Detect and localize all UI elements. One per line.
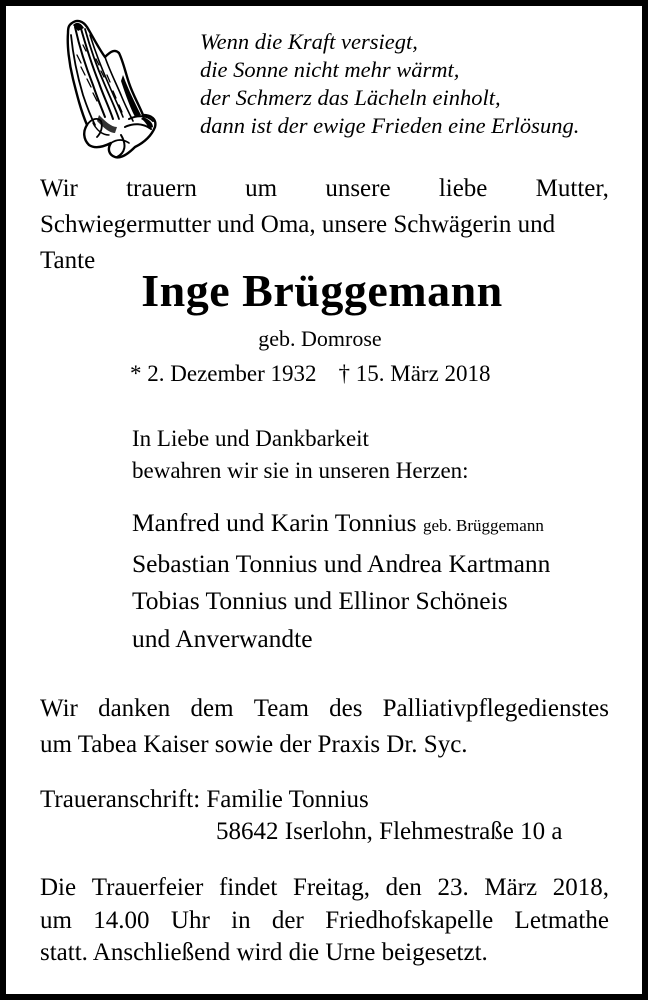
maiden-name: geb. Domrose: [258, 326, 382, 351]
mourner-names: Manfred und Karin Tonnius: [132, 508, 417, 537]
word: um: [245, 175, 278, 202]
word: dem: [190, 695, 234, 722]
poem-line: dann ist der ewige Frieden eine Erlösung.: [200, 113, 580, 138]
birth-date: * 2. Dezember 1932: [130, 361, 317, 386]
service-line: [40, 872, 609, 905]
address-street: 58642 Iserlohn, Flehmestraße 10 a: [216, 818, 563, 845]
word: um: [40, 906, 72, 934]
word: in: [231, 906, 251, 934]
word: März: [484, 874, 538, 901]
word: Freitag,: [292, 874, 371, 901]
service-line: statt. Anschließend wird die Urne beigesetzt.: [40, 939, 488, 966]
address-recipient: Familie Tonnius: [206, 786, 369, 813]
word: den: [385, 874, 422, 901]
remembrance-line: bewahren wir sie in unseren Herzen:: [132, 458, 469, 483]
intro-text: [40, 171, 609, 279]
intro-line: [40, 171, 609, 207]
word: Wir: [40, 175, 78, 202]
word: 14.00: [93, 906, 150, 934]
funeral-service-info: [40, 872, 609, 970]
word: Letmathe: [514, 906, 609, 934]
poem: [200, 28, 579, 140]
mourner-line: und Anverwandte: [132, 623, 313, 653]
word: liebe: [438, 175, 488, 202]
word: Friedhofskapelle: [325, 906, 494, 934]
service-line: [40, 905, 609, 938]
death-date: † 15. März 2018: [338, 361, 491, 386]
remembrance-line: In Liebe und Dankbarkeit: [132, 426, 369, 451]
poem-line: die Sonne nicht mehr wärmt,: [200, 57, 460, 82]
remembrance-text: [132, 423, 469, 487]
word: des: [329, 695, 363, 722]
mourner-line: Sebastian Tonnius und Andrea Kartmann: [132, 548, 551, 578]
word: Palliativpflegedienstes: [382, 695, 609, 722]
word: Die: [40, 874, 77, 901]
address-line: [40, 816, 562, 848]
word: der: [271, 906, 304, 934]
deceased-name: Inge Brüggemann: [141, 265, 503, 316]
praying-hands-icon: [63, 15, 163, 163]
word: Trauerfeier: [91, 874, 204, 901]
intro-line: Tante: [40, 247, 96, 274]
word: danken: [98, 695, 171, 722]
mourners-list: [132, 504, 550, 657]
word: 2018,: [552, 874, 609, 901]
life-dates: [130, 359, 491, 389]
word: findet: [218, 874, 278, 901]
word: Mutter,: [535, 175, 609, 202]
word: 23.: [437, 874, 469, 901]
word: Wir: [40, 695, 78, 722]
mourner-line: [132, 504, 550, 545]
address-line: [40, 784, 562, 816]
poem-line: Wenn die Kraft versiegt,: [200, 29, 418, 54]
intro-line: Schwiegermutter und Oma, unsere Schwägerin und: [40, 211, 556, 238]
thanks-line: um Tabea Kaiser sowie der Praxis Dr. Syc.: [40, 731, 468, 758]
thanks-line: [40, 691, 609, 727]
thanks-text: [40, 691, 609, 763]
word: unsere: [325, 175, 391, 202]
word: trauern: [126, 175, 197, 202]
mourning-address: [40, 784, 562, 848]
mourner-line: Tobias Tonnius und Ellinor Schöneis: [132, 586, 508, 615]
address-label: Traueranschrift:: [40, 786, 201, 813]
mourner-note: geb. Brüggemann: [422, 516, 544, 535]
word: Uhr: [170, 906, 210, 934]
poem-line: der Schmerz das Lächeln einholt,: [200, 85, 501, 110]
word: Team: [253, 695, 309, 722]
